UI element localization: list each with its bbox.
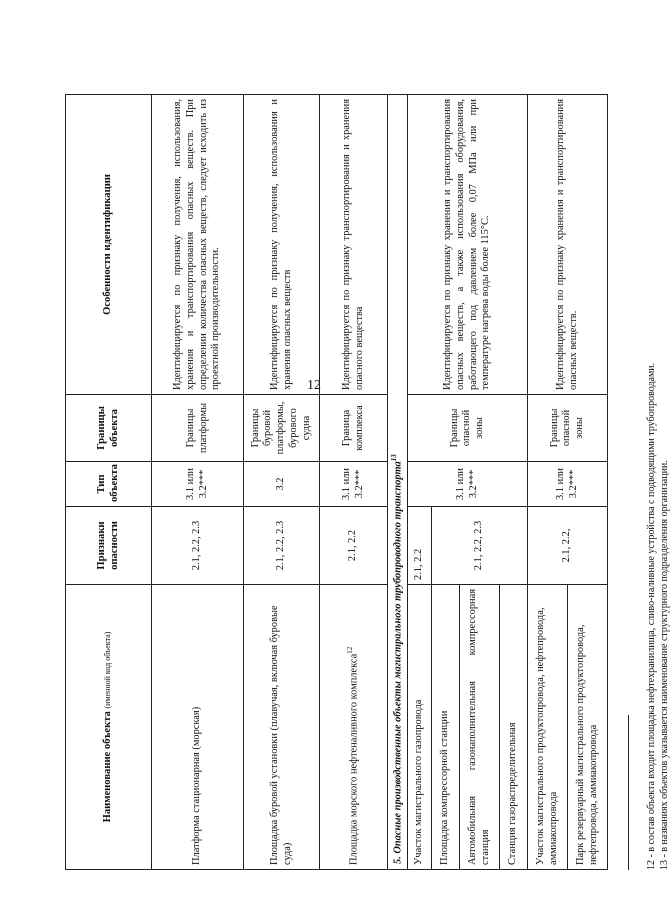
- header-name: [66, 585, 152, 870]
- page-number: 12: [307, 378, 321, 393]
- object-bounds: Граница комплекса: [320, 395, 388, 462]
- identification-features: Идентифицируется по признаку получения, использования, хранения и транспортирования опасных веществ. При определении количества опасных веществ, следует исходить из проектной производительности.: [152, 95, 244, 395]
- header-features: Особенности идентификации: [66, 95, 152, 395]
- footnote-item: 12 - в состав объекта входит площадка нефтехранилища, сливо-наливные устройства с подводящими трубопроводами.: [646, 362, 657, 870]
- hazard-signs: 2.1, 2.2, 2.3: [152, 507, 244, 585]
- section-row: [388, 95, 408, 870]
- identification-features: Идентифицируется по признаку хранения и транспортирования опасных веществ.: [528, 95, 608, 395]
- object-bounds: Границы буровой платформы, бурового судна: [244, 395, 320, 462]
- section-title-text: 5. Опасные производственные объекты магистрального трубопроводного транспорта: [392, 461, 404, 864]
- object-bounds: Границы опасной зоны: [528, 395, 608, 462]
- header-name-note: (именной код объекта): [103, 631, 113, 709]
- object-name-line: [467, 589, 480, 865]
- table-row: [408, 95, 432, 870]
- hazard-signs: 2.1, 2.2, 2.3: [432, 507, 528, 585]
- object-name-word: газонаполнительная: [466, 681, 478, 771]
- section-title: [388, 95, 408, 870]
- object-name: Станция газораспределительная: [500, 585, 528, 870]
- object-name: [460, 585, 500, 870]
- header-name-label: Наименование объекта: [102, 711, 114, 823]
- footnotes: [628, 95, 671, 870]
- object-name-word: Автомобильная: [466, 795, 478, 865]
- footnote-ref: 13: [390, 454, 398, 462]
- object-name: Парк резервуарный магистрального продуктопровода, нефтепровода, аммиакопровода: [568, 585, 608, 870]
- table-row: [244, 95, 320, 870]
- object-name: Участок магистрального продуктопровода, нефтепровода, аммиакопровода: [528, 585, 568, 870]
- object-name-text: Площадка морского нефтеналивного комплекса: [348, 653, 360, 865]
- table-row: [528, 95, 568, 870]
- header-bounds: Границы объекта: [66, 395, 152, 462]
- footnote-item: 13 - в названиях объектов указывается наименование структурного подразделения организации.: [659, 460, 670, 870]
- object-type: 3.2: [244, 462, 320, 507]
- header-signs: Признаки опасности: [66, 507, 152, 585]
- table-row: [152, 95, 244, 870]
- identification-features: Идентифицируется по признаку хранения и транспортирования опасных веществ, а также использования оборудования, работающего под давлением более 0,07 МПа или при температуре нагрева воды более 115°С.: [408, 95, 528, 395]
- object-bounds: Границы опасной зоны: [408, 395, 528, 462]
- identification-features: Идентифицируется по признаку транспортирования и хранения опасного вещества: [320, 95, 388, 395]
- object-name: Платформа стационарная (морская): [152, 585, 244, 870]
- footnote-ref: 12: [345, 646, 354, 654]
- hazard-signs: 2.1, 2.2,: [528, 507, 608, 585]
- identification-table: [65, 94, 608, 870]
- object-bounds: Границы платформы: [152, 395, 244, 462]
- hazard-signs: 2.1, 2.2, 2.3: [244, 507, 320, 585]
- object-name-word: компрессорная: [466, 589, 478, 656]
- object-name: Площадка компрессорной станции: [432, 585, 460, 870]
- object-type: 3.1 или 3.2***: [152, 462, 244, 507]
- object-name-tail: станция: [479, 829, 491, 865]
- table-row: [320, 95, 388, 870]
- object-name: Участок магистрального газопровода: [408, 585, 432, 870]
- header-type: Тип объекта: [66, 462, 152, 507]
- object-type: 3.1 или 3.2***: [408, 462, 528, 507]
- object-type: 3.1 или 3.2***: [320, 462, 388, 507]
- identification-features: Идентифицируется по признаку получения, использования и хранения опасных веществ: [244, 95, 320, 395]
- hazard-signs: 2.1, 2.2: [320, 507, 388, 585]
- table-header-row: [66, 95, 152, 870]
- object-name: Площадка буровой установки (плавучая, включая буровые суда): [244, 585, 320, 870]
- hazard-signs: 2.1, 2.2: [408, 507, 432, 585]
- footnote-divider: [628, 715, 629, 870]
- rotated-page-content: [65, 95, 670, 870]
- object-name: [320, 585, 388, 870]
- object-type: 3.1 или 3.2***: [528, 462, 608, 507]
